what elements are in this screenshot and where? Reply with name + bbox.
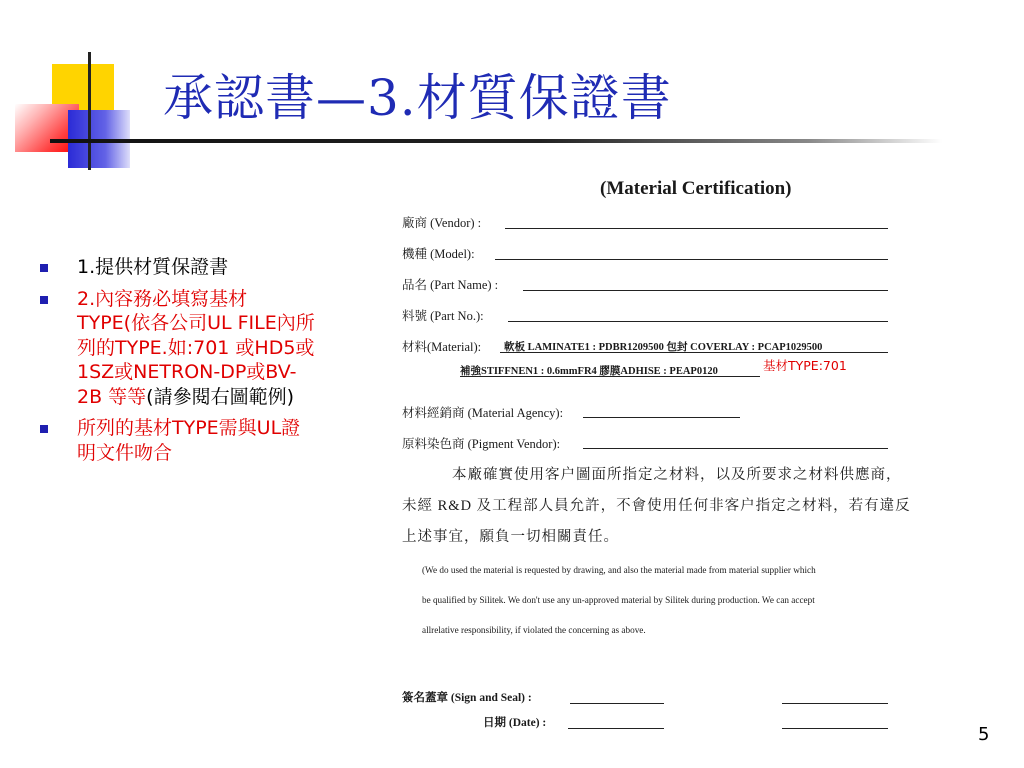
sign-label: 簽名蓋章 (Sign and Seal) :: [402, 692, 532, 704]
bullet-item: [40, 416, 315, 465]
statement-en-line: be qualified by Silitek. We don't use any un-approved material by Silitek during production. We can accept: [422, 595, 815, 605]
material-underline-1: [500, 352, 888, 353]
bullet-item: [40, 255, 315, 280]
date-label: 日期 (Date) :: [483, 717, 547, 729]
vendor-label: 廠商 (Vendor) :: [402, 216, 482, 230]
bullet-text: 1.提供材質保證書: [77, 256, 229, 278]
statement-en-line: (We do used the material is requested by drawing, and also the material made from material supplier which: [422, 565, 816, 575]
material-underline-2: [460, 376, 760, 377]
sign-line: [570, 703, 664, 704]
date-line: [568, 728, 664, 729]
part-name-line: [523, 290, 888, 291]
document-title: (Material Certification): [600, 178, 792, 199]
bullet-marker-icon: [40, 264, 48, 272]
bullet-text-red: 所列的基材TYPE需與UL證明文件吻合: [77, 417, 301, 464]
statement-cn-line: 未經 R&D 及工程部人員允許，不會使用任何非客户指定之材料，若有違反: [402, 498, 911, 514]
model-label: 機種 (Model):: [402, 247, 475, 261]
material-certification-document: [390, 170, 911, 740]
statement-en-line: allrelative responsibility, if violated the concerning as above.: [422, 625, 646, 635]
bullet-marker-icon: [40, 425, 48, 433]
material-line-2: 補強STIFFNEN1 : 0.6mmFR4 膠膜ADHISE : PEAP0120: [460, 366, 718, 377]
bullet-text-black: (請參閱右圖範例): [146, 385, 294, 408]
model-line: [495, 259, 888, 260]
material-label: 材料(Material):: [402, 340, 482, 354]
bullet-text-red: 2.內容務必填寫基材TYPE(依各公司UL FILE內所列的TYPE.如:701 或HD5或1SZ或NETRON-DP或BV-2B 等等: [77, 287, 315, 408]
statement-cn-line: 上述事宜，願負一切相關責任。: [402, 529, 619, 545]
page-number: 5: [978, 724, 990, 745]
bullet-list: [40, 255, 315, 472]
agency-label: 材料經銷商 (Material Agency):: [402, 406, 564, 420]
date-line-right: [782, 728, 888, 729]
pigment-line: [583, 448, 888, 449]
slide-title: 承認書—3.材質保證書: [163, 69, 672, 127]
agency-line: [583, 417, 740, 418]
part-no-label: 料號 (Part No.):: [402, 309, 484, 323]
bullet-item: [40, 287, 315, 410]
pigment-label: 原料染色商 (Pigment Vendor):: [402, 437, 561, 451]
sign-line-right: [782, 703, 888, 704]
material-line-1: 軟板 LAMINATE1 : PDBR1209500 包封 COVERLAY : PCAP1029500: [504, 342, 823, 353]
vertical-rule: [88, 52, 91, 170]
type-annotation: 基材TYPE:701: [763, 358, 847, 373]
vendor-line: [505, 228, 888, 229]
bullet-marker-icon: [40, 296, 48, 304]
title-underline: [50, 139, 942, 143]
part-name-label: 品名 (Part Name) :: [402, 278, 499, 292]
part-no-line: [508, 321, 888, 322]
statement-cn-line: 本廠確實使用客户圖面所指定之材料，以及所要求之材料供應商，: [452, 467, 902, 483]
